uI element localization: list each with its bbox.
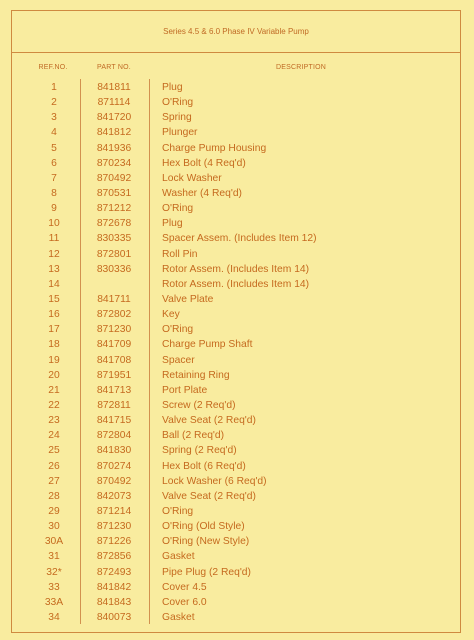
part-number-cell: 872801	[96, 248, 132, 260]
description-cell: Gasket	[162, 551, 195, 563]
description-cell: Valve Seat (2 Req'd)	[162, 490, 256, 502]
description-cell: O'Ring (New Style)	[162, 536, 250, 548]
part-number-cell: 830336	[96, 263, 132, 275]
part-number-cell: 871226	[96, 536, 132, 548]
description-cell: Washer (4 Req'd)	[162, 187, 242, 199]
description-cell: Lock Washer	[162, 172, 222, 184]
table-row	[12, 459, 460, 474]
table-row	[12, 474, 460, 489]
ref-number-cell: 8	[51, 187, 57, 199]
part-number-cell: 871230	[96, 324, 132, 336]
ref-number-cell: 3	[51, 112, 57, 124]
description-cell: Pipe Plug (2 Req'd)	[162, 566, 251, 578]
table-row	[12, 125, 460, 140]
table-row	[12, 80, 460, 95]
ref-number-cell: 18	[48, 339, 60, 351]
page-title: Series 4.5 & 6.0 Phase IV Variable Pump	[163, 27, 309, 36]
ref-number-cell: 33	[48, 581, 60, 593]
table-row	[12, 610, 460, 625]
description-cell: O'Ring	[162, 505, 194, 517]
description-cell: Charge Pump Housing	[162, 142, 267, 154]
part-number-cell: 872856	[96, 551, 132, 563]
ref-number-cell: 4	[51, 127, 57, 139]
ref-number-cell: 6	[51, 157, 57, 169]
table-row	[12, 171, 460, 186]
ref-number-cell: 9	[51, 203, 57, 215]
table-row	[12, 580, 460, 595]
description-cell: Rotor Assem. (Includes Item 14)	[162, 278, 310, 290]
table-row	[12, 398, 460, 413]
column-header-ref: REF.NO.	[38, 64, 68, 71]
part-number-cell: 841709	[96, 339, 132, 351]
description-cell: Key	[162, 309, 180, 321]
table-row	[12, 368, 460, 383]
ref-number-cell: 25	[48, 445, 60, 457]
ref-number-cell: 20	[48, 369, 60, 381]
part-number-cell: 870234	[96, 157, 132, 169]
ref-number-cell: 33A	[44, 596, 64, 608]
ref-number-cell: 11	[48, 233, 60, 245]
part-number-cell: 841708	[96, 354, 132, 366]
ref-number-cell: 30A	[44, 536, 64, 548]
description-cell: Lock Washer (6 Req'd)	[162, 475, 267, 487]
ref-number-cell: 1	[51, 82, 57, 93]
part-number-cell: 841711	[97, 293, 131, 305]
table-row	[12, 110, 460, 125]
table-row	[12, 413, 460, 428]
table-row	[12, 216, 460, 231]
table-row	[12, 504, 460, 519]
table-row	[12, 292, 460, 307]
ref-number-cell: 19	[48, 354, 60, 366]
part-number-cell: 840073	[96, 611, 132, 623]
ref-number-cell: 15	[48, 293, 60, 305]
table-row	[12, 428, 460, 443]
ref-number-cell: 5	[51, 142, 57, 154]
part-number-cell: 841830	[96, 445, 132, 457]
table-row	[12, 595, 460, 610]
table-row	[12, 519, 460, 534]
ref-number-cell: 13	[48, 263, 60, 275]
description-cell: Spring	[162, 112, 192, 124]
parts-list-frame	[11, 10, 461, 633]
description-cell: Spacer Assem. (Includes Item 12)	[162, 233, 317, 245]
part-number-cell: 842073	[96, 490, 132, 502]
table-row	[12, 95, 460, 110]
ref-number-cell: 21	[48, 384, 60, 396]
column-header-part: PART NO.	[97, 64, 131, 71]
table-row	[12, 337, 460, 352]
ref-number-cell: 24	[48, 430, 60, 442]
table-row	[12, 534, 460, 549]
title-divider	[12, 52, 460, 53]
ref-number-cell: 10	[48, 218, 60, 230]
ref-number-cell: 17	[48, 324, 60, 336]
part-number-cell: 870492	[96, 475, 132, 487]
part-number-cell: 841715	[96, 415, 132, 427]
part-number-cell: 872811	[97, 399, 131, 411]
ref-number-cell: 23	[48, 415, 60, 427]
description-cell: Cover 4.5	[162, 581, 207, 593]
ref-number-cell: 14	[48, 278, 60, 290]
description-cell: O'Ring	[162, 203, 194, 215]
ref-number-cell: 16	[48, 309, 60, 321]
column-header-description: DESCRIPTION	[275, 64, 327, 71]
part-number-cell: 841843	[96, 596, 132, 608]
table-row	[12, 549, 460, 564]
part-number-cell: 870274	[96, 460, 132, 472]
parts-table	[12, 80, 460, 625]
table-row	[12, 141, 460, 156]
description-cell: Plug	[162, 218, 183, 230]
table-row	[12, 489, 460, 504]
part-number-cell: 830335	[96, 233, 132, 245]
part-number-cell: 841936	[96, 142, 132, 154]
part-number-cell: 841720	[96, 112, 132, 124]
description-cell: Spring (2 Req'd)	[162, 445, 237, 457]
description-cell: Hex Bolt (4 Req'd)	[162, 157, 246, 169]
description-cell: Gasket	[162, 611, 195, 623]
description-cell: Cover 6.0	[162, 596, 207, 608]
ref-number-cell: 27	[48, 475, 60, 487]
part-number-cell: 872493	[96, 566, 132, 578]
part-number-cell: 841812	[96, 127, 132, 139]
part-number-cell: 841842	[96, 581, 132, 593]
table-row	[12, 322, 460, 337]
part-number-cell: 872802	[96, 309, 132, 321]
description-cell: Hex Bolt (6 Req'd)	[162, 460, 246, 472]
ref-number-cell: 2	[51, 97, 57, 109]
description-cell: Retaining Ring	[162, 369, 230, 381]
ref-number-cell: 30	[48, 521, 60, 533]
description-cell: Ball (2 Req'd)	[162, 430, 225, 442]
table-row	[12, 307, 460, 322]
description-cell: Charge Pump Shaft	[162, 339, 253, 351]
description-cell: Valve Seat (2 Req'd)	[162, 415, 256, 427]
part-number-cell: 871951	[96, 369, 132, 381]
description-cell: Spacer	[162, 354, 195, 366]
ref-number-cell: 22	[48, 399, 60, 411]
table-row	[12, 231, 460, 246]
ref-number-cell: 26	[48, 460, 60, 472]
description-cell: O'Ring	[162, 97, 194, 109]
ref-number-cell: 32*	[46, 566, 62, 578]
part-number-cell: 870492	[96, 172, 132, 184]
table-row	[12, 383, 460, 398]
description-cell: Plunger	[162, 127, 198, 139]
description-cell: Roll Pin	[162, 248, 198, 260]
part-number-cell: 871212	[96, 203, 132, 215]
part-number-cell: 841811	[97, 82, 131, 93]
ref-number-cell: 12	[48, 248, 60, 260]
ref-number-cell: 31	[48, 551, 60, 563]
table-row	[12, 201, 460, 216]
table-row	[12, 247, 460, 262]
ref-number-cell: 7	[51, 172, 57, 184]
part-number-cell: 871114	[97, 97, 131, 109]
table-row	[12, 353, 460, 368]
part-number-cell: 871230	[96, 521, 132, 533]
description-cell: O'Ring	[162, 324, 194, 336]
description-cell: O'Ring (Old Style)	[162, 521, 245, 533]
description-cell: Port Plate	[162, 384, 208, 396]
description-cell: Valve Plate	[162, 293, 214, 305]
description-cell: Screw (2 Req'd)	[162, 399, 236, 411]
table-row	[12, 156, 460, 171]
part-number-cell: 841713	[96, 384, 132, 396]
table-row	[12, 443, 460, 458]
part-number-cell: 872678	[96, 218, 132, 230]
ref-number-cell: 29	[48, 505, 60, 517]
ref-number-cell: 34	[48, 611, 60, 623]
table-row	[12, 262, 460, 277]
table-row	[12, 186, 460, 201]
table-row	[12, 565, 460, 580]
part-number-cell: 872804	[96, 430, 132, 442]
description-cell: Plug	[162, 82, 183, 93]
description-cell: Rotor Assem. (Includes Item 14)	[162, 263, 310, 275]
part-number-cell: 870531	[96, 187, 132, 199]
part-number-cell: 871214	[96, 505, 132, 517]
table-row	[12, 277, 460, 292]
ref-number-cell: 28	[48, 490, 60, 502]
